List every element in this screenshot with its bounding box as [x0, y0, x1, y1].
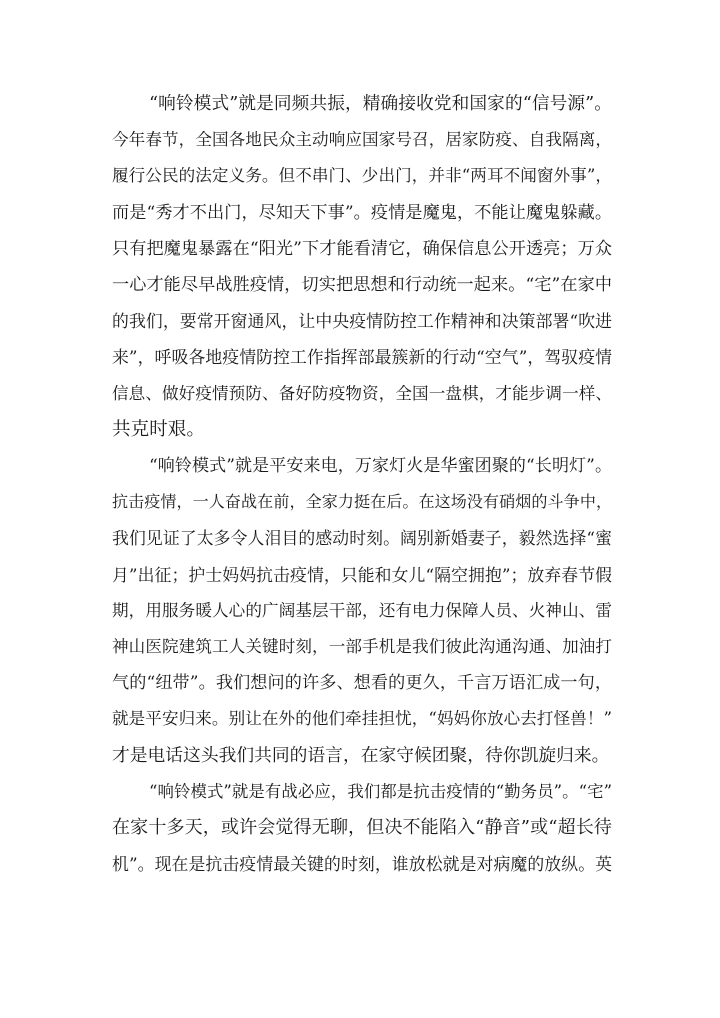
text-line: 期，用服务暖人心的广阔基层干部，还有电力保障人员、火神山、雷 — [112, 600, 612, 620]
text-line: 气的“纽带”。我们想问的许多、想看的更久，千言万语汇成一句， — [112, 673, 612, 694]
text-line: 才是电话这头我们共同的语言，在家守候团聚，待你凯旋归来。 — [112, 745, 610, 766]
text-line: 今年春节，全国各地民众主动响应国家号召，居家防疫、自我隔离， — [112, 130, 612, 150]
text-line: “响铃模式”就是同频共振，精确接收党和国家的“信号源”。 — [149, 94, 612, 114]
text-line: 神山医院建筑工人关键时刻，一部手机是我们彼此沟通沟通、加油打 — [112, 637, 612, 657]
text-line: “响铃模式”就是有战必应，我们都是抗击疫情的“勤务员”。“宅” — [149, 781, 612, 801]
text-line: 就是平安归来。别让在外的他们牵挂担忧，“妈妈你放心去打怪兽！” — [112, 709, 612, 729]
paragraph-3 — [112, 774, 612, 883]
text-line: 的我们，要常开窗通风，让中央疫情防控工作精神和决策部署“吹进 — [112, 311, 612, 332]
text-line: 月”出征；护士妈妈抗击疫情，只能和女儿“隔空拥抱”；放弃春节假 — [112, 564, 612, 585]
paragraph-2 — [112, 448, 612, 774]
text-line: 在家十多天，或许会觉得无聊，但决不能陷入“静音”或“超长待 — [112, 817, 612, 839]
text-line: 我们见证了太多令人泪目的感动时刻。阔别新婚妻子，毅然选择“蜜 — [112, 528, 612, 549]
text-line: 来”，呼吸各地疫情防控工作指挥部最簇新的行动“空气”，驾驭疫情 — [112, 347, 612, 368]
text-line: “响铃模式”就是平安来电，万家灯火是华蜜团聚的“长明灯”。 — [149, 456, 612, 477]
paragraph-1 — [112, 86, 612, 448]
document-body — [112, 86, 612, 882]
text-line: 抗击疫情，一人奋战在前，全家力挺在后。在这场没有硝烟的斗争中， — [112, 492, 612, 512]
text-line: 只有把魔鬼暴露在“阳光”下才能看清它，确保信息公开透亮；万众 — [112, 238, 612, 259]
text-line: 而是“秀才不出门，尽知天下事”。疫情是魔鬼，不能让魔鬼躲藏。 — [112, 202, 612, 223]
text-line: 信息、做好疫情预防、备好防疫物资，全国一盘棋，才能步调一样、 — [112, 383, 612, 403]
text-line: 共克时艰。 — [112, 418, 205, 440]
text-line: 履行公民的法定义务。但不串门、少出门，并非“两耳不闻窗外事”， — [112, 166, 612, 186]
text-line: 一心才能尽早战胜疫情，切实把思想和行动统一起来。“宅”在家中 — [112, 275, 612, 296]
text-line: 机”。现在是抗击疫情最关键的时刻，谁放松就是对病魔的放纵。英 — [112, 854, 612, 875]
